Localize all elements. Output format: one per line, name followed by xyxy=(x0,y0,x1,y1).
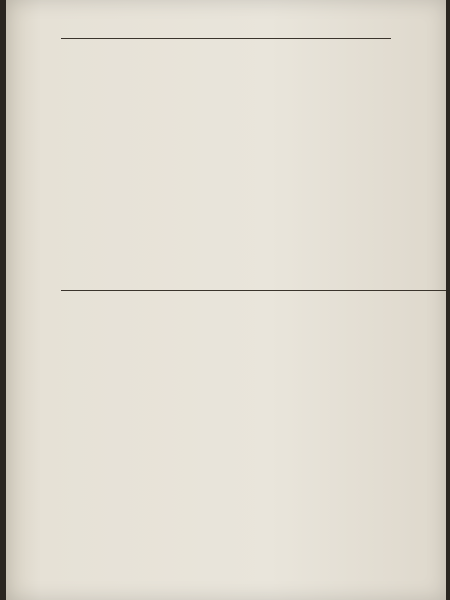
toc-page xyxy=(6,0,446,600)
section-divider xyxy=(61,290,446,291)
header-rule xyxy=(61,38,391,39)
